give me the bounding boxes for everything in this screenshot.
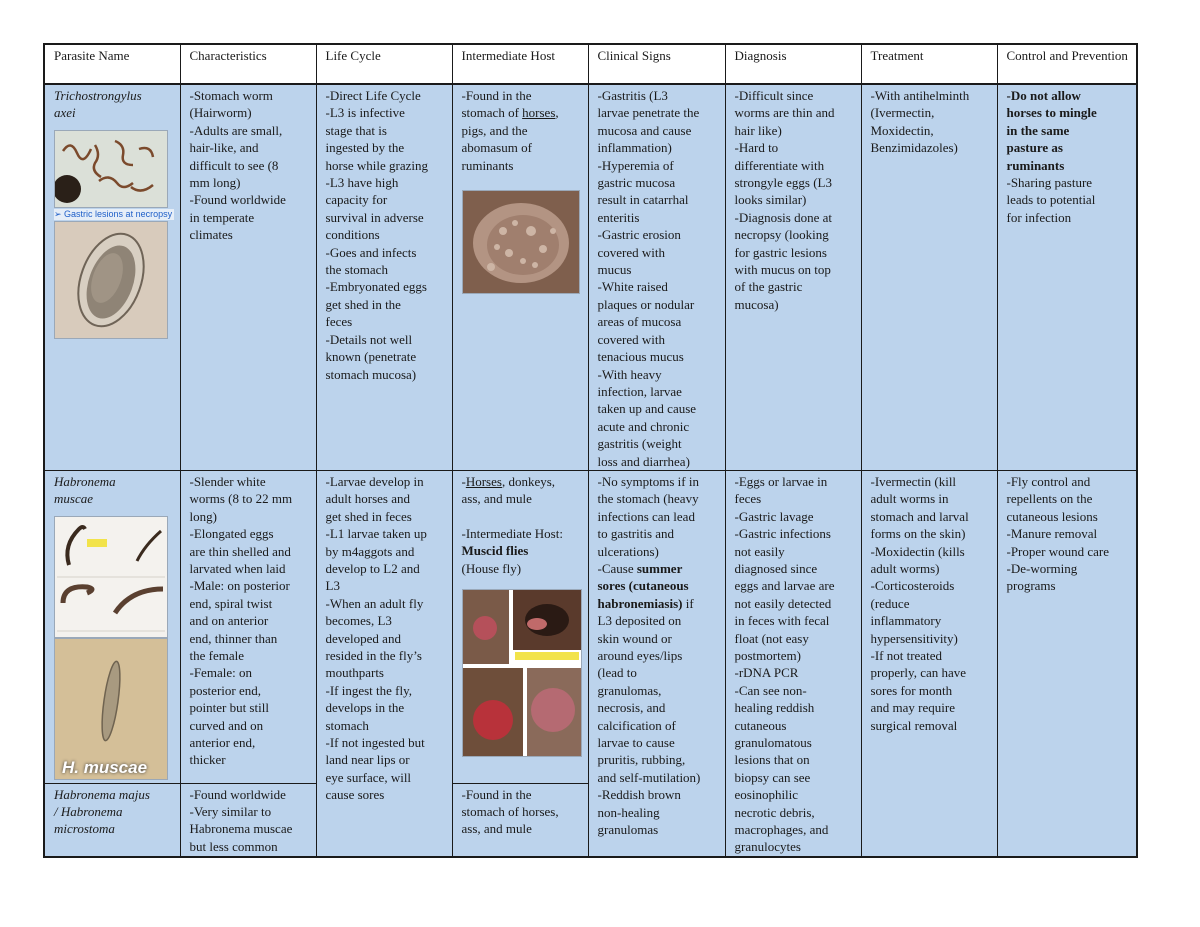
text-line: -Eggs or larvae in [734, 473, 828, 489]
text-line: mm long) [189, 175, 241, 191]
text-line: -Elongated eggs [189, 526, 274, 542]
text-fragment: , donkeys, [501, 473, 556, 489]
text-line: acute and chronic [597, 418, 690, 434]
text-line: infection, larvae [597, 383, 682, 399]
text-line: eosinophilic [734, 787, 799, 803]
text-line: plaques or nodular [597, 296, 695, 312]
text-line: (Hairworm) [189, 105, 252, 121]
text-line-bold: sores (cutaneous [597, 578, 689, 594]
text-line: -If not ingested but [325, 735, 425, 751]
text-line: in feces with fecal [734, 613, 830, 629]
text-line: developed and [325, 630, 401, 646]
text-line: areas of mucosa [597, 314, 682, 330]
text-line: -If ingest the fly, [325, 682, 413, 698]
text-line: -Intermediate Host: [461, 525, 563, 541]
text-line: covered with [597, 244, 666, 260]
cell-life-cycle-trichostrongylus [316, 84, 452, 470]
text-line: infections can lead [597, 508, 695, 524]
text-line: -L3 have high [325, 175, 399, 191]
text-line: adult horses and [325, 491, 410, 507]
text-line: difficult to see (8 [189, 157, 279, 173]
text-line: inflammation) [597, 140, 672, 156]
text-line: -Difficult since [734, 88, 814, 103]
cell-characteristics-habronema-majus [180, 783, 316, 857]
text-line: -Reddish brown [597, 787, 681, 803]
parasite-name-line: / Habronema [54, 803, 123, 819]
text-line: covered with [597, 331, 666, 347]
text-line: -Embryonated eggs [325, 279, 427, 295]
underlined-host: Horses [465, 473, 502, 489]
text-line: (Ivermectin, [870, 105, 935, 121]
text-line: -Ivermectin (kill [870, 473, 957, 489]
text-line: L3 deposited on [597, 613, 682, 629]
cell-control-habronema [997, 470, 1137, 856]
text-line-bold: in the same [1006, 122, 1070, 138]
text-line: -Male: on posterior [189, 578, 290, 594]
parasite-name-line: Habronema majus [54, 786, 150, 802]
text-line: -Female: on [189, 665, 252, 681]
text-line: develop to L2 and [325, 560, 420, 576]
cell-diagnosis-trichostrongylus [725, 84, 861, 470]
text-line: get shed in feces [325, 508, 412, 524]
cell-clinical-habronema [588, 470, 725, 856]
cell-host-habronema-majus [452, 783, 588, 857]
text-line: capacity for [325, 192, 388, 208]
text-line: stomach of horses, [461, 803, 559, 819]
text-line: Benzimidazoles) [870, 140, 958, 156]
text-line: -Proper wound care [1006, 543, 1110, 559]
worm-diagram-figure [54, 516, 168, 638]
cell-host-habronema-muscae [452, 470, 588, 783]
text-line: mouthparts [325, 665, 384, 681]
text-line: mucosa and cause [597, 122, 692, 138]
cell-diagnosis-habronema [725, 470, 861, 856]
text-line: feces [325, 314, 353, 330]
row-habronema-muscae [44, 470, 1137, 783]
text-line: larvae to cause [597, 735, 675, 751]
row-trichostrongylus [44, 84, 1137, 470]
text-line: -Found worldwide [189, 192, 286, 208]
text-line: -When an adult fly [325, 595, 424, 611]
text-line: Moxidectin, [870, 122, 934, 138]
cell-host-trichostrongylus [452, 84, 588, 470]
text-line: and may require [870, 700, 955, 716]
text-line: pruritis, rubbing, [597, 752, 686, 768]
header-clinical-signs: Clinical Signs [588, 44, 725, 84]
text-line: becomes, L3 [325, 613, 392, 629]
text-fragment-bold: summer [636, 560, 683, 576]
text-line: the stomach [325, 262, 388, 278]
text-line: -Corticosteroids [870, 578, 955, 594]
text-line: -Gastric lavage [734, 508, 814, 524]
text-line: mucus [597, 262, 632, 278]
cell-characteristics-habronema-muscae [180, 470, 316, 783]
parasite-name-line: microstoma [54, 821, 115, 837]
text-line: granulomas, [597, 682, 662, 698]
parasite-name-line: muscae [54, 491, 93, 507]
header-row [44, 44, 1137, 84]
text-line: -Diagnosis done at [734, 209, 832, 225]
blank-line [462, 508, 582, 525]
text-line: surgical removal [870, 717, 958, 733]
text-line: necropsy (looking [734, 227, 829, 243]
text-line: leads to potential [1006, 192, 1096, 208]
text-line: -Manure removal [1006, 526, 1098, 542]
text-line [462, 473, 582, 490]
text-line: the stomach (heavy [597, 491, 699, 507]
text-line: cutaneous lesions [1006, 508, 1098, 524]
text-line: pointer but still [189, 700, 269, 716]
cell-name-habronema-muscae [44, 470, 180, 783]
text-line: sores for month [870, 682, 953, 698]
text-line: cutaneous [734, 717, 787, 733]
text-line: with mucus on top [734, 262, 831, 278]
text-line: -No symptoms if in [597, 473, 699, 489]
text-line: float (not easy [734, 630, 809, 646]
text-line: -Can see non- [734, 682, 807, 698]
text-line: anterior end, [189, 735, 256, 751]
text-line: long) [189, 508, 217, 524]
text-line: feces [734, 491, 762, 507]
text-line: necrotic debris, [734, 804, 815, 820]
text-line: postmortem) [734, 648, 801, 663]
text-line: Habronema muscae [189, 821, 293, 837]
text-line: mucosa) [734, 296, 779, 312]
egg-micrograph [54, 221, 168, 339]
text-line-bold: Muscid flies [461, 543, 529, 559]
text-line: -Sharing pasture [1006, 175, 1093, 191]
header-parasite-name: Parasite Name [44, 44, 180, 84]
text-line: -Gastric erosion [597, 227, 681, 243]
text-line: stomach [325, 717, 369, 733]
text-line: to gastritis and [597, 526, 675, 542]
text-line: curved and on [189, 717, 264, 733]
text-line: pigs, and the [461, 122, 528, 138]
text-line: hair like) [734, 122, 782, 138]
figure-label: H. muscae [62, 758, 148, 778]
text-line: ruminants [461, 157, 514, 173]
text-line: stomach mucosa) [325, 366, 417, 382]
header-characteristics: Characteristics [180, 44, 316, 84]
cell-name-trichostrongylus [44, 84, 180, 470]
cell-characteristics-trichostrongylus [180, 84, 316, 470]
text-line: biopsy can see [734, 769, 811, 785]
text-line: -Found in the [461, 786, 532, 802]
text-line: end, thinner than [189, 630, 278, 646]
text-line: -Found worldwide [189, 786, 286, 802]
text-line: survival in adverse [325, 209, 424, 225]
text-line: macrophages, and [734, 822, 829, 838]
larva-micrograph-wrap [54, 638, 174, 780]
text-line: in temperate [189, 209, 255, 225]
text-line: develops in the [325, 700, 405, 716]
text-line: forms on the skin) [870, 526, 966, 542]
text-line: granulocytes [734, 839, 801, 855]
text-line: -De-worming [1006, 560, 1078, 576]
text-fragment: - [461, 473, 466, 489]
text-line: enteritis [597, 209, 640, 225]
text-line: conditions [325, 227, 380, 243]
text-line: calcification of [597, 717, 676, 733]
text-line: result in catarrhal [597, 192, 689, 208]
text-line [598, 560, 719, 577]
text-line: -Larvae develop in [325, 473, 424, 489]
text-line: -Slender white [189, 473, 266, 489]
text-line: and self-mutilation) [597, 769, 701, 785]
text-line: -Found in the [461, 88, 532, 103]
text-line: -Very similar to [189, 803, 272, 819]
text-line: (lead to [597, 665, 637, 681]
text-line: eye surface, will [325, 769, 412, 785]
figure-caption: ➢ Gastric lesions at necropsy [54, 208, 173, 219]
parasite-table [43, 43, 1138, 858]
text-line: strongyle eggs (L3 [734, 175, 832, 191]
text-line: -Gastritis (L3 [597, 88, 668, 103]
text-line: eggs and larvae are [734, 578, 835, 594]
text-line: get shed in the [325, 296, 401, 312]
text-line: granulomas [597, 822, 659, 838]
text-line: taken up and cause [597, 401, 697, 417]
text-line: inflammatory [870, 613, 942, 629]
text-line: -Fly control and [1006, 473, 1091, 489]
header-life-cycle: Life Cycle [316, 44, 452, 84]
parasite-table-page [43, 43, 1136, 855]
text-line: -With heavy [597, 366, 662, 382]
text-line: -L1 larvae taken up [325, 526, 427, 542]
cell-life-cycle-habronema [316, 470, 452, 856]
worm-photo [54, 130, 168, 208]
text-fragment-bold: habronemiasis) [597, 595, 683, 611]
text-line: gastritis (weight [597, 436, 682, 452]
text-line: end, spiral twist [189, 595, 273, 611]
text-line: -Gastric infections [734, 526, 831, 542]
text-line: worms (8 to 22 mm [189, 491, 293, 507]
text-line: diagnosed since [734, 560, 818, 576]
text-fragment: if [682, 595, 694, 611]
text-line: but less common [189, 838, 278, 854]
summer-sores-photo-grid [462, 589, 582, 757]
text-line: ulcerations) [597, 543, 659, 559]
text-line: posterior end, [189, 682, 261, 698]
text-line: hair-like, and [189, 140, 259, 156]
text-line-bold: ruminants [1006, 157, 1065, 173]
text-line: larvae penetrate the [597, 105, 700, 121]
text-line: -Details not well [325, 331, 413, 347]
text-line: climates [189, 227, 233, 243]
text-line: properly, can have [870, 665, 967, 681]
text-line: granulomatous [734, 735, 812, 751]
text-line: by m4aggots and [325, 543, 415, 559]
text-line: for gastric lesions [734, 244, 827, 260]
text-fragment: -Cause [597, 560, 637, 576]
text-line-bold: horses to mingle [1006, 105, 1097, 121]
text-line: lesions that on [734, 752, 810, 768]
text-line: thicker [189, 752, 226, 768]
text-line: -rDNA PCR [734, 665, 799, 681]
text-line: ass, and mule [461, 821, 532, 837]
text-line: resided in the fly’s [325, 648, 422, 663]
text-line: non-healing [597, 804, 660, 820]
text-line: healing reddish [734, 700, 815, 716]
text-line: horse while grazing [325, 157, 429, 173]
text-line: cause sores [325, 787, 385, 803]
text-line: -L3 is infective [325, 105, 405, 121]
text-fragment: , [555, 105, 559, 121]
text-line: looks similar) [734, 192, 807, 208]
text-line: -White raised [597, 279, 668, 295]
text-line: around eyes/lips [597, 648, 683, 663]
cell-name-habronema-majus [44, 783, 180, 857]
text-line: -If not treated [870, 648, 942, 663]
cell-clinical-trichostrongylus [588, 84, 725, 470]
text-line: and on anterior [189, 613, 269, 629]
text-line: -With antihelminth [870, 88, 970, 103]
text-line: larvated when laid [189, 560, 286, 576]
cell-treatment-trichostrongylus [861, 84, 997, 470]
text-line: not easily detected [734, 595, 832, 611]
text-line: the female [189, 648, 244, 663]
text-line: -Stomach worm [189, 88, 273, 103]
text-line: adult worms in [870, 491, 949, 507]
text-line: stomach and larval [870, 508, 969, 524]
text-line: necrosis, and [597, 700, 666, 716]
parasite-name-line: Trichostrongylus [54, 88, 142, 103]
text-line: (reduce [870, 595, 910, 611]
text-line: -Hard to [734, 140, 779, 156]
text-line: stage that is [325, 122, 387, 138]
text-line: adult worms) [870, 560, 940, 576]
text-fragment: stomach of [461, 105, 523, 121]
text-line: -Goes and infects [325, 244, 417, 260]
text-line: known (penetrate [325, 349, 417, 365]
text-line: skin wound or [597, 630, 672, 646]
text-line [462, 104, 582, 121]
cell-treatment-habronema [861, 470, 997, 856]
header-treatment: Treatment [861, 44, 997, 84]
text-line: differentiate with [734, 157, 825, 173]
text-line: loss and diarrhea) [597, 453, 690, 469]
text-line: -Adults are small, [189, 122, 283, 138]
text-line: abomasum of [461, 140, 532, 156]
text-line: (House fly) [461, 560, 522, 576]
text-line: ingested by the [325, 140, 405, 156]
text-line [598, 595, 719, 612]
text-line: -Hyperemia of [597, 157, 674, 173]
parasite-name-line: Habronema [54, 473, 116, 489]
text-line: programs [1006, 578, 1056, 594]
text-line: ass, and mule [461, 491, 532, 507]
text-line: land near lips or [325, 752, 410, 768]
text-line: gastric mucosa [597, 175, 676, 191]
gastric-lesion-photo [462, 190, 580, 294]
text-line: for infection [1006, 209, 1072, 225]
text-line-bold: pasture as [1006, 140, 1063, 156]
text-line: tenacious mucus [597, 349, 684, 365]
text-line: not easily [734, 543, 785, 559]
text-line: -Moxidectin (kills [870, 543, 965, 559]
text-line: are thin shelled and [189, 543, 291, 559]
underlined-host: horses [522, 105, 556, 121]
text-line: hypersensitivity) [870, 630, 958, 646]
header-control-prevention: Control and Prevention [997, 44, 1137, 84]
text-line-bold: -Do not allow [1006, 88, 1081, 103]
text-line: L3 [325, 578, 340, 594]
text-line: worms are thin and [734, 105, 835, 121]
header-intermediate-host: Intermediate Host [452, 44, 588, 84]
text-line: repellents on the [1006, 491, 1093, 507]
parasite-name-line: axei [54, 105, 76, 121]
cell-control-trichostrongylus [997, 84, 1137, 470]
text-line: -Direct Life Cycle [325, 88, 421, 103]
header-diagnosis: Diagnosis [725, 44, 861, 84]
text-line: of the gastric [734, 279, 803, 295]
